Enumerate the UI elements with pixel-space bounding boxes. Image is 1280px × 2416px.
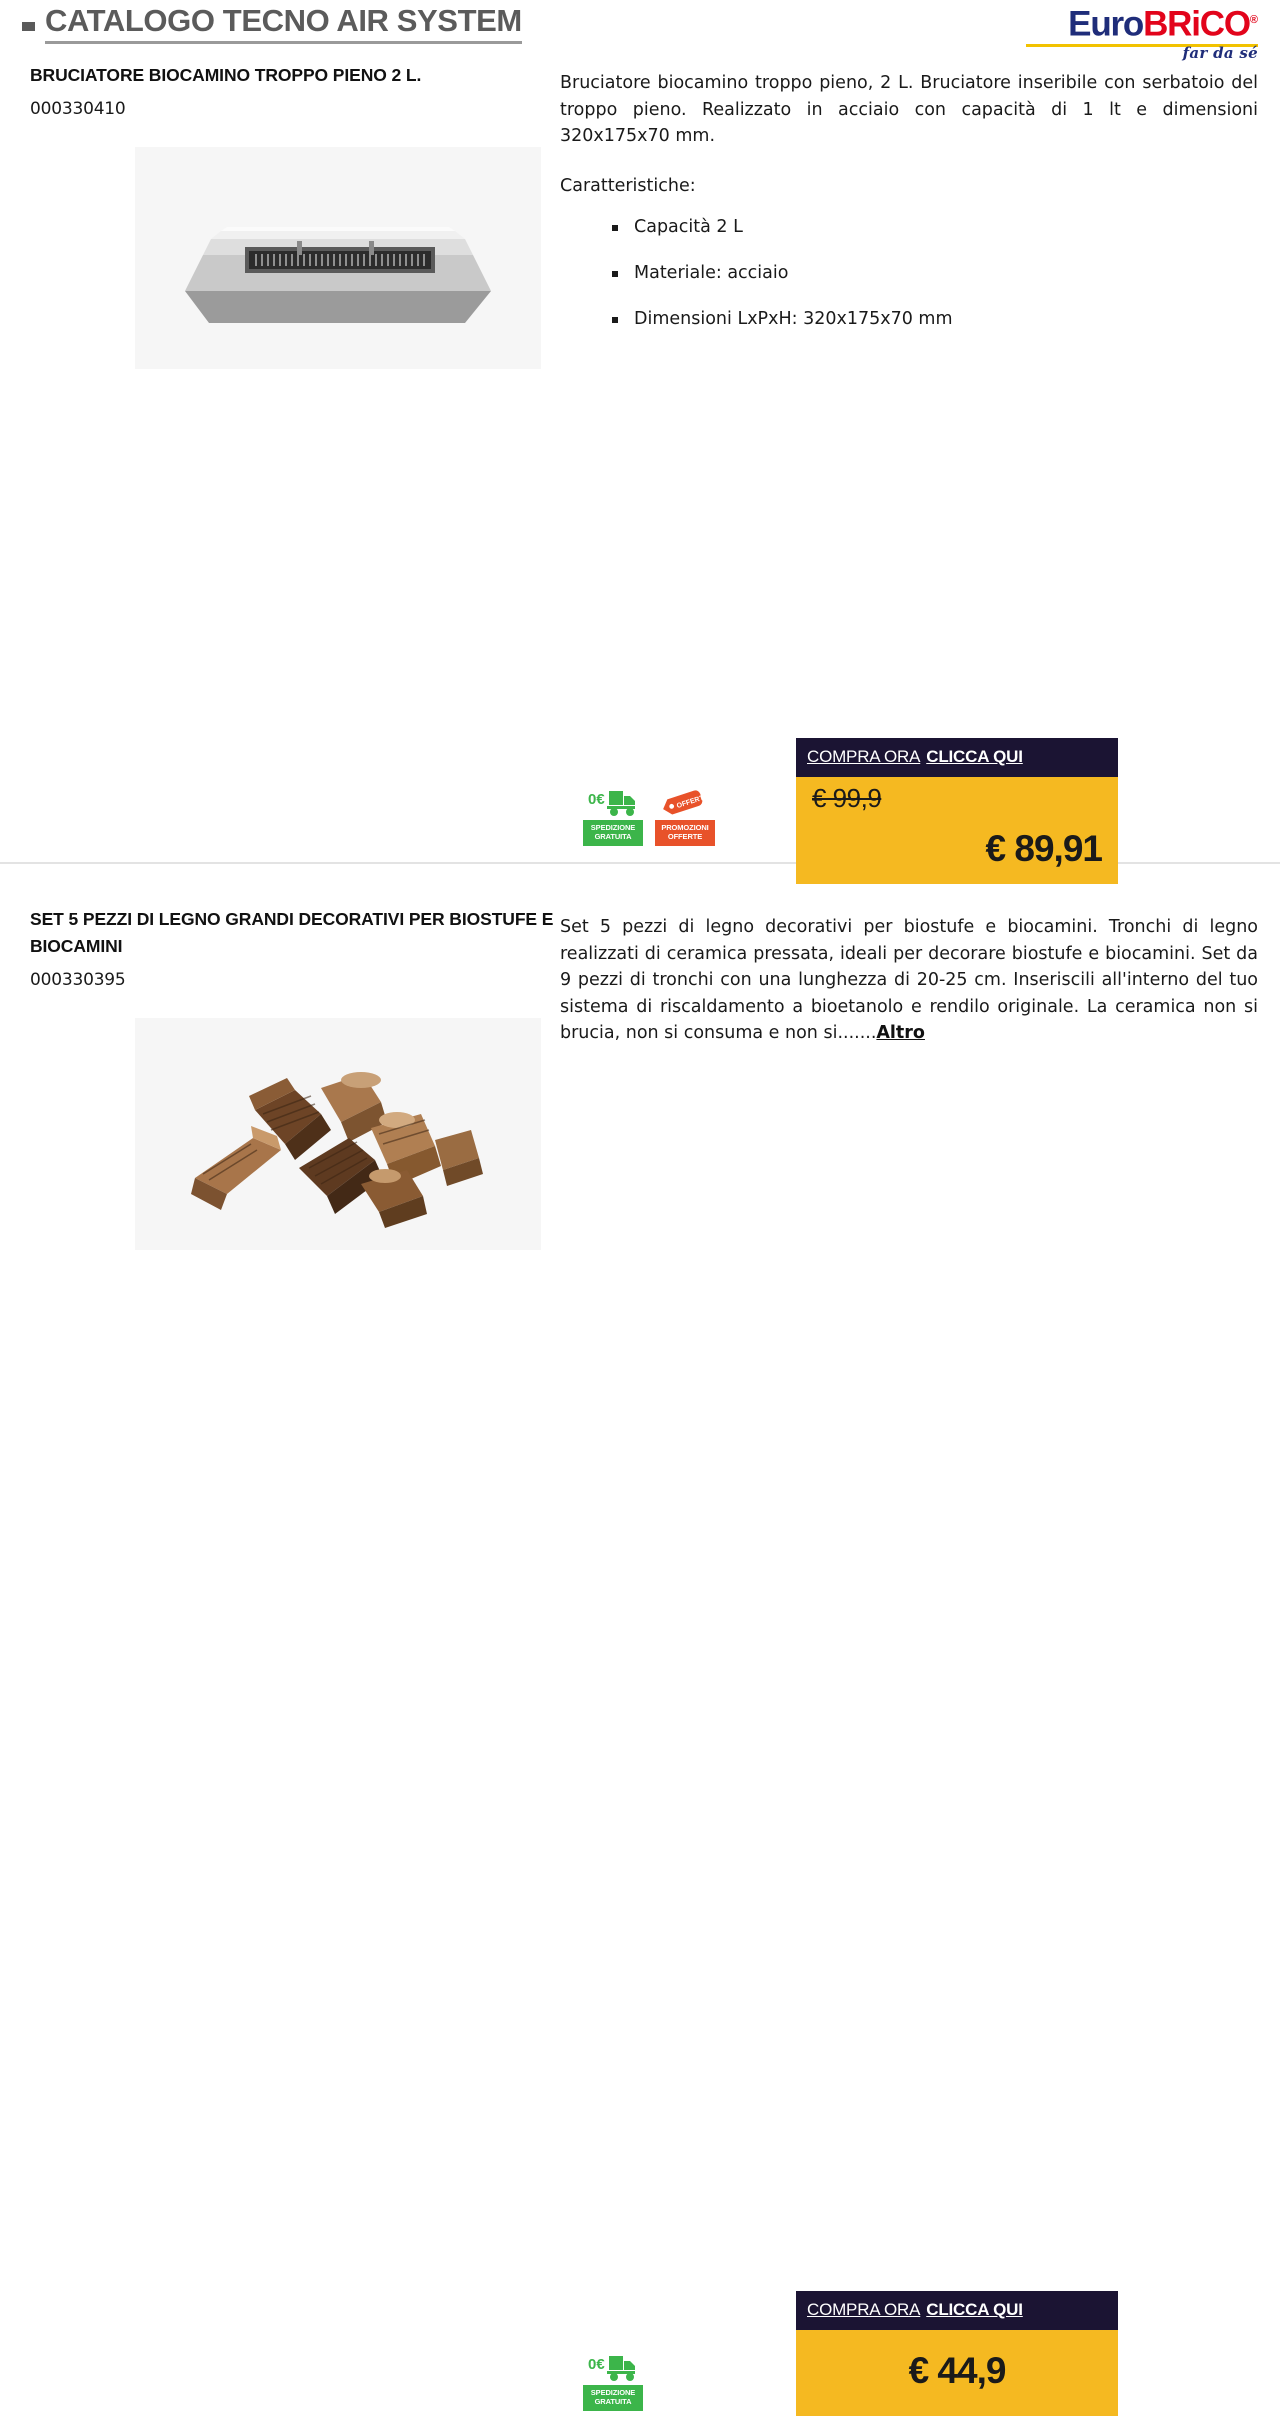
product-1-image <box>135 147 541 369</box>
truck-icon <box>583 784 643 820</box>
product-1-current-price: € 89,91 <box>985 828 1102 869</box>
svg-text:0€: 0€ <box>588 2356 605 2373</box>
feature-item: Materiale: acciaio <box>612 260 1258 286</box>
product-2-price-area <box>796 2330 1118 2416</box>
price-tag-icon <box>655 784 715 820</box>
page-title: CATALOGO TECNO AIR SYSTEM <box>45 4 522 44</box>
feature-item: Capacità 2 L <box>612 214 1258 240</box>
product-1-left-column <box>0 62 560 862</box>
product-2-description-text: Set 5 pezzi di legno decorativi per biostufe e biocamini. Tronchi di legno realizzati di ceramica pressata, ideali per decorare biostufe e biocamini. Set da 9 pezzi di tronchi con una lunghezza di 20-25 cm. Inseriscili all'interno del tuo sistema di riscaldamento a bioetanolo e rendilo originale. La ceramica non si brucia, non si consuma e non si.......Altro <box>560 917 1258 1044</box>
product-1-title: BRUCIATORE BIOCAMINO TROPPO PIENO 2 L. <box>30 65 422 85</box>
free-shipping-badge-label: SPEDIZIONE GRATUITA <box>583 820 643 846</box>
click-here-label: CLICCA QUI <box>926 2300 1023 2319</box>
product-1-description-text: Bruciatore biocamino troppo pieno, 2 L. Bruciatore inseribile con serbatoio del troppo pieno. Realizzato in acciaio con capacità di 1 lt e dimensioni 320x175x70 mm. <box>560 73 1258 147</box>
product-2-code: 000330395 <box>30 970 126 991</box>
free-shipping-badge <box>583 784 643 846</box>
product-1-features-heading: Caratteristiche: <box>560 175 696 196</box>
svg-text:0€: 0€ <box>588 791 605 808</box>
product-1-buy-now-button[interactable] <box>796 738 1118 777</box>
page-header <box>0 0 1280 62</box>
free-shipping-badge-label: SPEDIZIONE GRATUITA <box>583 2385 643 2411</box>
product-2-price-box[interactable] <box>796 2291 1118 2416</box>
product-2-current-price: € 44,9 <box>908 2350 1006 2391</box>
bullet-marker-icon <box>22 22 35 31</box>
product-card-2 <box>0 864 1280 2407</box>
feature-item: Dimensioni LxPxH: 320x175x70 mm <box>612 306 1258 332</box>
logo-brico-text: BRiCO <box>1143 4 1250 44</box>
truck-icon <box>583 2349 643 2385</box>
product-1-old-price: € 99,9 <box>812 783 882 813</box>
product-2-left-column <box>0 906 560 1250</box>
product-2-buy-now-button[interactable] <box>796 2291 1118 2330</box>
product-2-title: SET 5 PEZZI DI LEGNO GRANDI DECORATIVI PER BIOSTUFE E BIOCAMINI <box>30 909 554 957</box>
promotions-badge-label: PROMOZIONI OFFERTE <box>655 820 715 846</box>
eurobrico-logo <box>1026 2 1258 62</box>
product-2-badges <box>583 2349 643 2411</box>
free-shipping-badge <box>583 2349 643 2411</box>
product-1-code: 000330410 <box>30 99 126 120</box>
product-1-description <box>560 62 1258 150</box>
product-1-features-list <box>560 214 1258 333</box>
svg-text:OFFERTA: OFFERTA <box>675 793 710 811</box>
product-2-description <box>560 906 1258 1047</box>
header-title-group <box>22 4 522 44</box>
product-card-1 <box>0 62 1280 869</box>
registered-mark-icon: ® <box>1249 14 1258 26</box>
decorative-wood-logs-photo-icon <box>135 1018 541 1250</box>
buy-now-label: COMPRA ORA <box>807 747 921 766</box>
logo-wordmark <box>1026 2 1258 43</box>
logo-euro-text: Euro <box>1068 4 1144 44</box>
promotions-badge <box>655 784 715 846</box>
read-more-link[interactable]: Altro <box>876 1023 925 1044</box>
product-2-image <box>135 1018 541 1250</box>
logo-tagline: far da sé <box>1182 43 1258 62</box>
burner-product-photo-icon <box>135 147 541 369</box>
product-2-right-column <box>560 906 1280 1250</box>
buy-now-label: COMPRA ORA <box>807 2300 921 2319</box>
product-1-badges <box>583 784 715 846</box>
product-1-price-box[interactable] <box>796 738 1118 884</box>
click-here-label: CLICCA QUI <box>926 747 1023 766</box>
